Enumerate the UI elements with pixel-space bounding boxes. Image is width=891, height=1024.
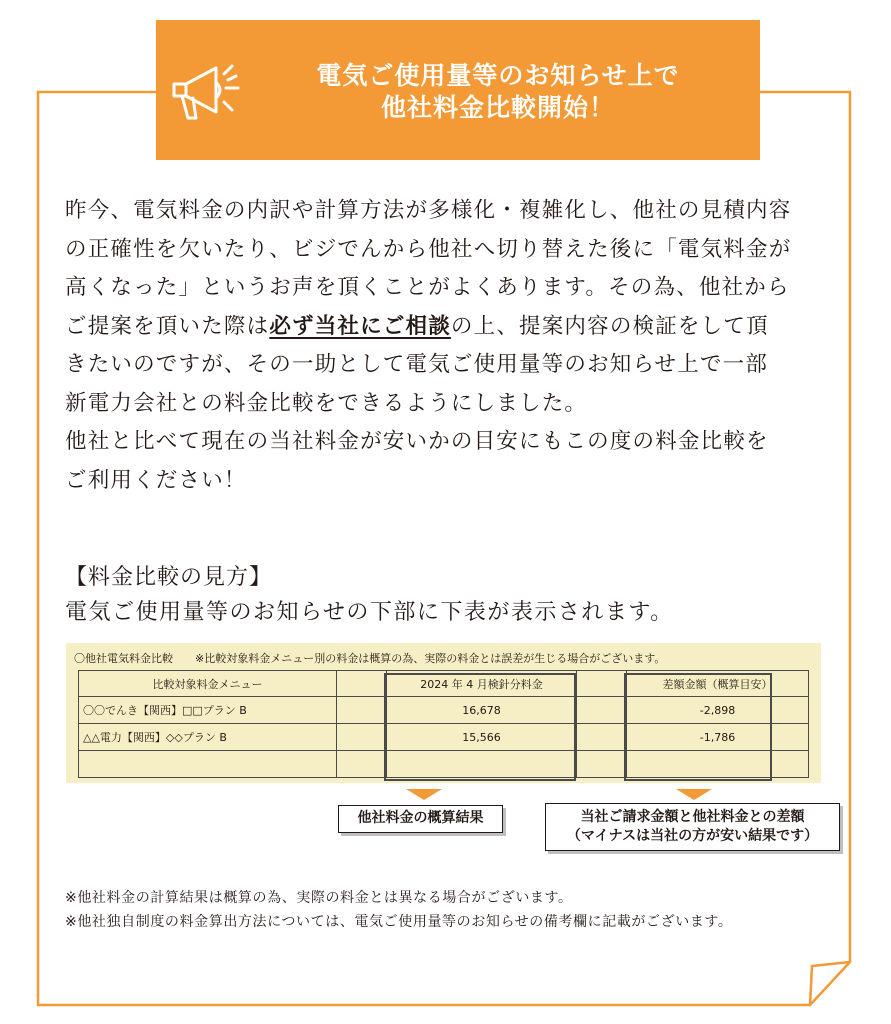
intro-line — [65, 308, 825, 347]
intro-line: ご利用ください！ — [65, 467, 247, 493]
header-diff: 差額金額（概算目安） — [627, 671, 809, 697]
header-spacer — [577, 671, 627, 697]
megaphone-icon — [168, 54, 244, 130]
diff-cell: -1,786 — [627, 724, 809, 751]
table-row — [79, 751, 809, 778]
table-row — [79, 697, 809, 724]
fee-cell — [387, 751, 577, 778]
footnotes — [65, 886, 733, 934]
callout-difference-line2: （マイナスは当社の方が安い結果です） — [566, 828, 819, 844]
arrow-down-icon — [406, 789, 442, 800]
footnote: ※他社独自制度の料金算出方法については、電気ご使用量等のお知らせの備考欄に記載がございます。 — [65, 914, 733, 930]
intro-line4-pre: ご提案を頂いた際は — [65, 313, 270, 339]
callout-difference-line1: 当社ご請求金額と他社料金との差額 — [580, 809, 805, 825]
intro-line: きたいのですが、その一助として電気ご使用量等のお知らせ上で一部 — [65, 352, 769, 377]
intro-text — [65, 192, 825, 500]
header-title-line1: 電気ご使用量等のお知らせ上で — [316, 61, 680, 90]
callout-fee-result — [338, 805, 503, 833]
intro-line: 高くなった」というお声を頂くことがよくあります。その為、他社から — [65, 275, 790, 300]
diff-cell — [627, 751, 809, 778]
intro-line: の正確性を欠いたり、ビジでんから他社へ切り替えた後に「電気料金が — [65, 236, 792, 262]
fee-cell: 16,678 — [387, 697, 577, 724]
section-description: 電気ご使用量等のお知らせの下部に下表が表示されます。 — [65, 600, 674, 625]
header-title-line2: 他社料金比較開始！ — [380, 93, 615, 122]
header-spacer — [337, 671, 387, 697]
table-note: 〇他社電気料金比較 ※比較対象料金メニュー別の料金は概算の為、実際の料金とは誤差が生じる場合がございます。 — [74, 652, 666, 665]
table-header-row — [79, 671, 809, 697]
callout-fee-result-text: 他社料金の概算結果 — [357, 810, 484, 826]
spacer-cell — [577, 751, 627, 778]
spacer-cell — [577, 697, 627, 724]
intro-line: 他社と比べて現在の当社料金が安いかの目安にもこの度の料金比較を — [65, 429, 769, 454]
fee-cell: 15,566 — [387, 724, 577, 751]
spacer-cell — [337, 697, 387, 724]
header-menu: 比較対象料金メニュー — [79, 671, 337, 697]
menu-cell: △△電力【関西】◇◇プラン B — [79, 724, 337, 751]
spacer-cell — [337, 724, 387, 751]
spacer-cell — [337, 751, 387, 778]
menu-cell — [79, 751, 337, 778]
header-title — [236, 60, 760, 124]
header-fee: 2024 年 4 月検針分料金 — [387, 671, 577, 697]
intro-line: 新電力会社との料金比較をできるようにしました。 — [65, 390, 588, 416]
section-title: 【料金比較の見方】 — [65, 565, 273, 590]
comparison-table — [78, 670, 809, 778]
intro-line: 昨今、電気料金の内訳や計算方法が多様化・複雑化し、他社の見積内容 — [65, 198, 792, 223]
intro-line4-post: の上、提案内容の検証をして頂 — [450, 313, 769, 339]
comparison-panel — [66, 643, 821, 783]
arrow-down-icon — [676, 789, 712, 800]
menu-cell: 〇〇でんき【関西】□□プラン B — [79, 697, 337, 724]
table-row — [79, 724, 809, 751]
header-banner — [156, 20, 760, 160]
consult-emphasis: 必ず当社にご相談 — [269, 313, 451, 339]
callout-difference — [545, 803, 840, 851]
spacer-cell — [577, 724, 627, 751]
diff-cell: -2,898 — [627, 697, 809, 724]
footnote: ※他社料金の計算結果は概算の為、実際の料金とは異なる場合がございます。 — [65, 890, 573, 906]
